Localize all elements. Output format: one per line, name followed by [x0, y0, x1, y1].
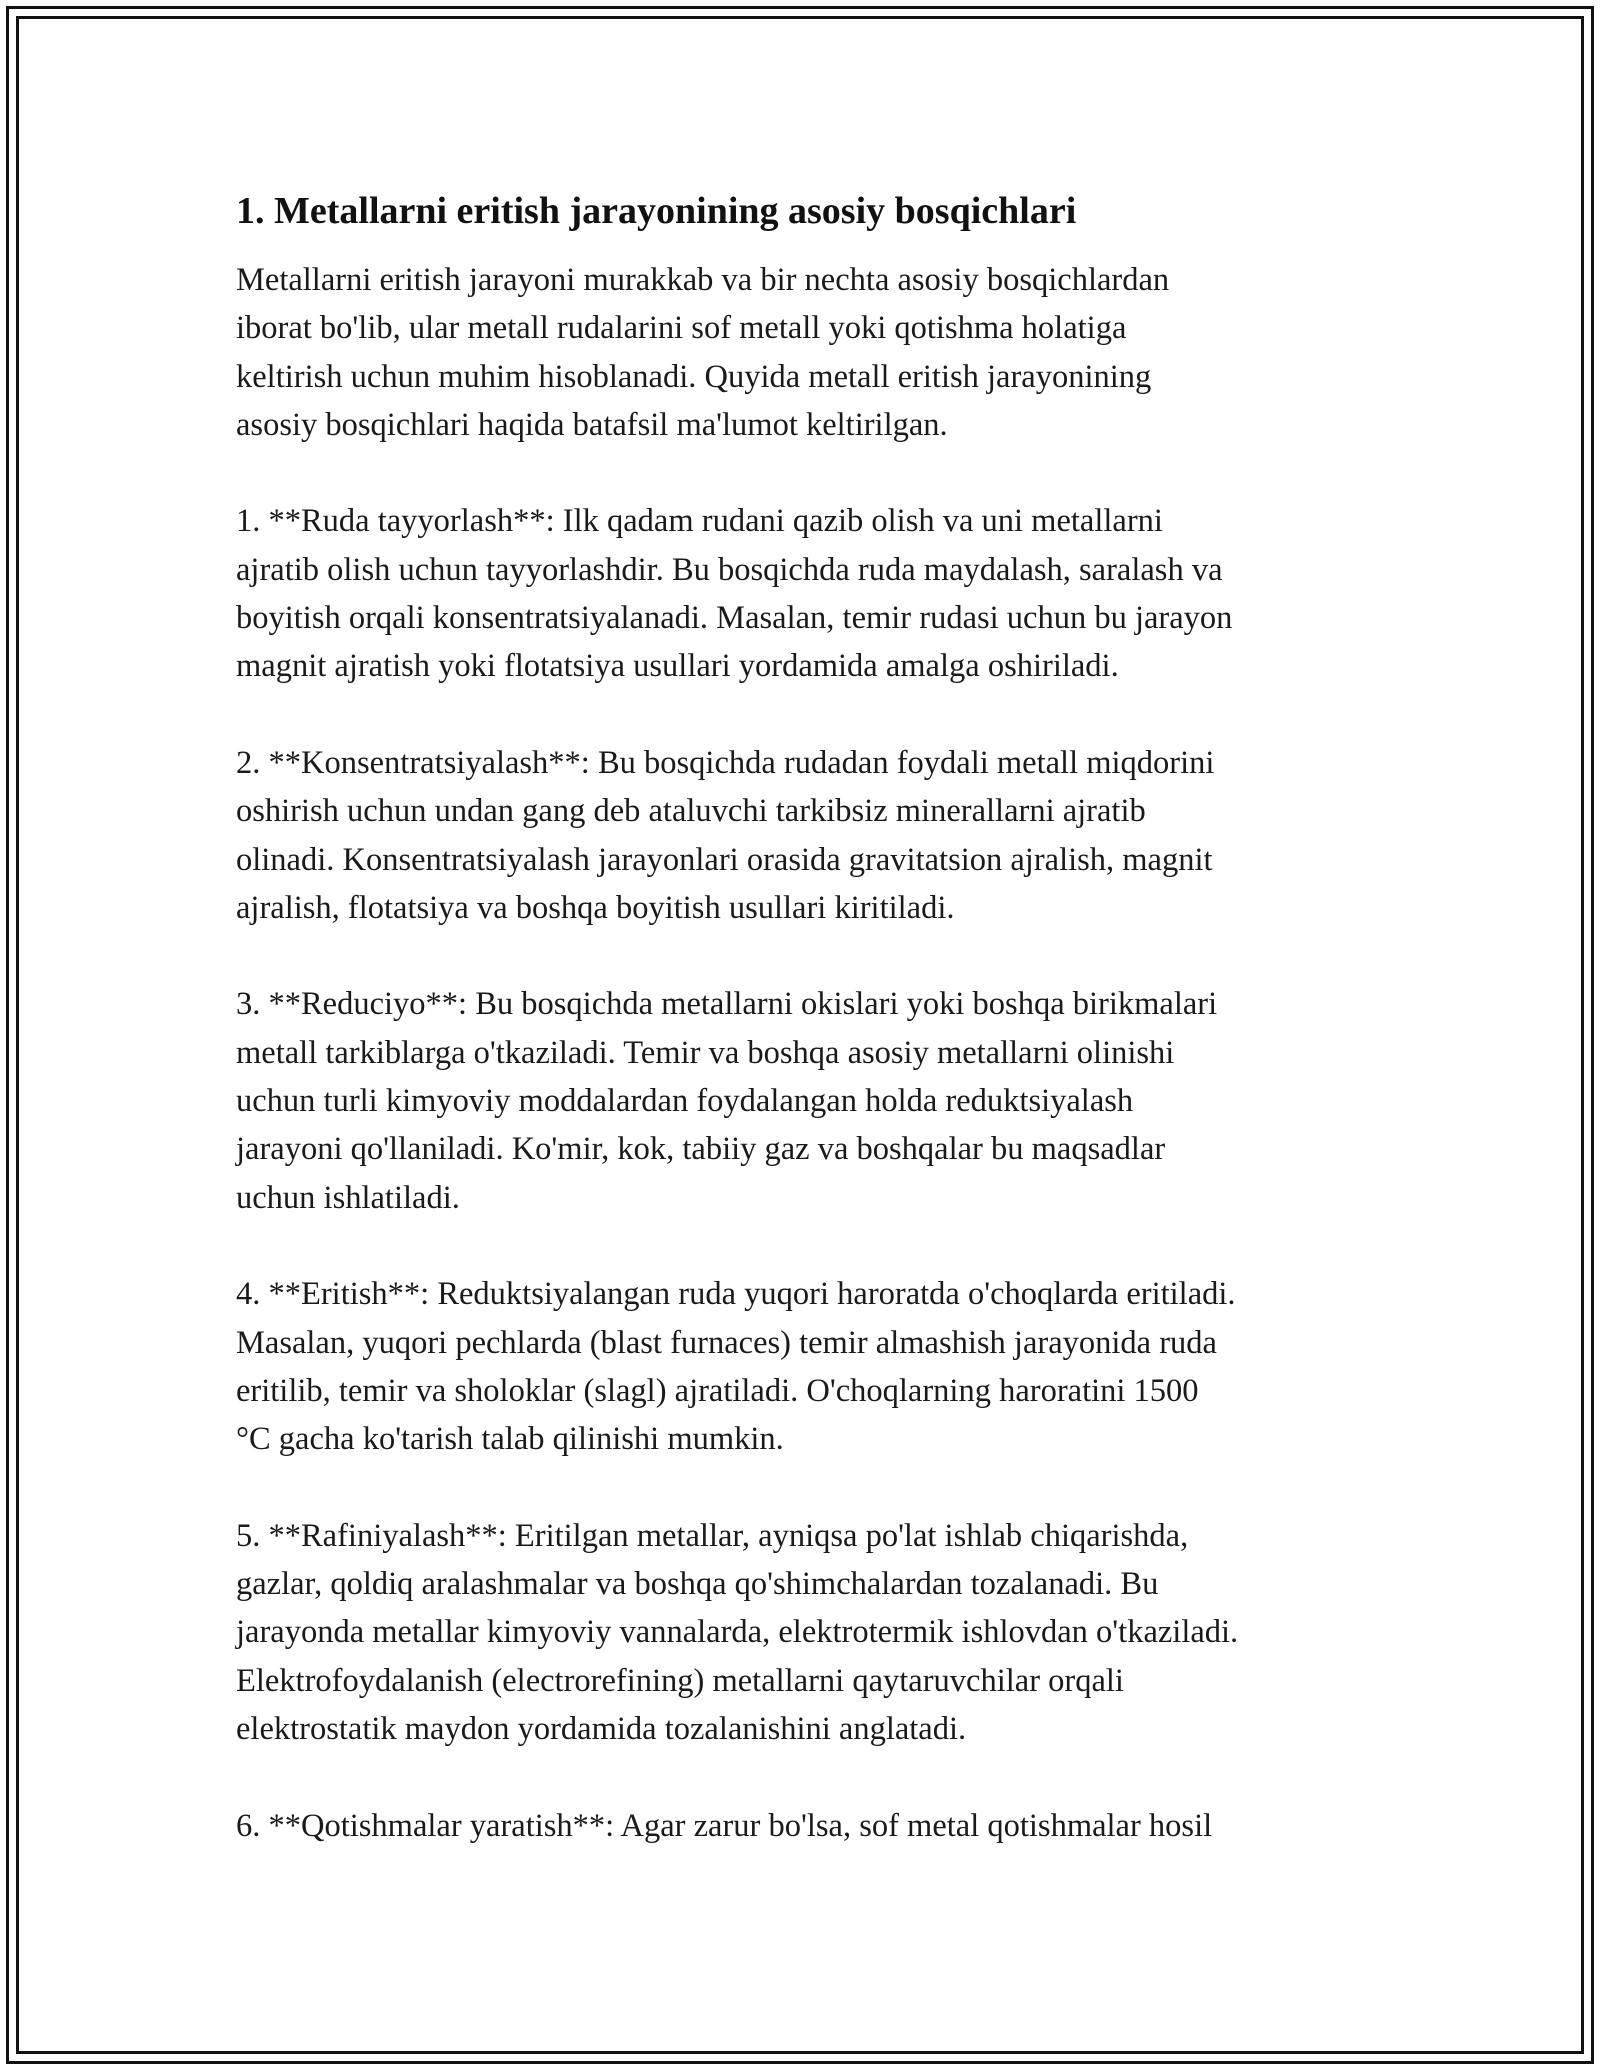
intro-paragraph: Metallarni eritish jarayoni murakkab va bir nechta asosiy bosqichlardan iborat bo'lib, ular metall rudalarini sof metall yoki qotishma holatiga keltirish uchun muhim hisoblanadi. Quyida metall eritish jarayonining asosiy bosqichlari haqida batafsil ma'lumot keltirilgan. [236, 262, 1170, 443]
step-konsentratsiyalash: 2. **Konsentratsiyalash**: Bu bosqichda rudadan foydali metall miqdorini oshirish uchun undan gang deb ataluvchi tarkibsiz minerallarni ajratib olinadi. Konsentratsiyalash jarayonlari orasida gravitatsion ajralish, magnit ajralish, flotatsiya va boshqa boyitish usullari kiritiladi. [236, 744, 1215, 926]
step-qotishmalar-yaratish: 6. **Qotishmalar yaratish**: Agar zarur bo'lsa, sof metal qotishmalar hosil [236, 1807, 1213, 1844]
page-title: 1. Metallarni eritish jarayonining asosiy bosqichlari [236, 190, 1077, 232]
step-reduciyo: 3. **Reduciyo**: Bu bosqichda metallarni okislari yoki boshqa birikmalari metall tarkiblarga o'tkaziladi. Temir va boshqa asosiy metallarni olinishi uchun turli kimyoviy moddalardan foydalangan holda reduktsiyalash jarayoni qo'llaniladi. Ko'mir, kok, tabiiy gaz va boshqalar bu maqsadlar uchun ishlatiladi. [236, 986, 1218, 1216]
document-body [236, 186, 1386, 1850]
step-ruda-tayyorlash: 1. **Ruda tayyorlash**: Ilk qadam rudani qazib olish va uni metallarni ajratib olish uchun tayyorlashdir. Bu bosqichda ruda maydalash, saralash va boyitish orqali konsentratsiyalanadi. Masalan, temir rudasi uchun bu jarayon magnit ajratish yoki flotatsiya usullari yordamida amalga oshiriladi. [236, 503, 1233, 685]
step-rafiniyalash: 5. **Rafiniyalash**: Eritilgan metallar, ayniqsa po'lat ishlab chiqarishda, gazlar, qoldiq aralashmalar va boshqa qo'shimchalardan tozalanadi. Bu jarayonda metallar kimyoviy vannalarda, elektrotermik ishlovdan o'tkaziladi. Elektrofoydalanish (electrorefining) metallarni qaytaruvchilar orqali elektrostatik maydon yordamida tozalanishini anglatadi. [236, 1517, 1239, 1747]
step-eritish: 4. **Eritish**: Reduktsiyalangan ruda yuqori haroratda o'choqlarda eritiladi. Masalan, yuqori pechlarda (blast furnaces) temir almashish jarayonida ruda eritilib, temir va sholoklar (slagl) ajratiladi. O'choqlarning haroratini 1500 °C gacha ko'tarish talab qilinishi mumkin. [236, 1276, 1236, 1458]
